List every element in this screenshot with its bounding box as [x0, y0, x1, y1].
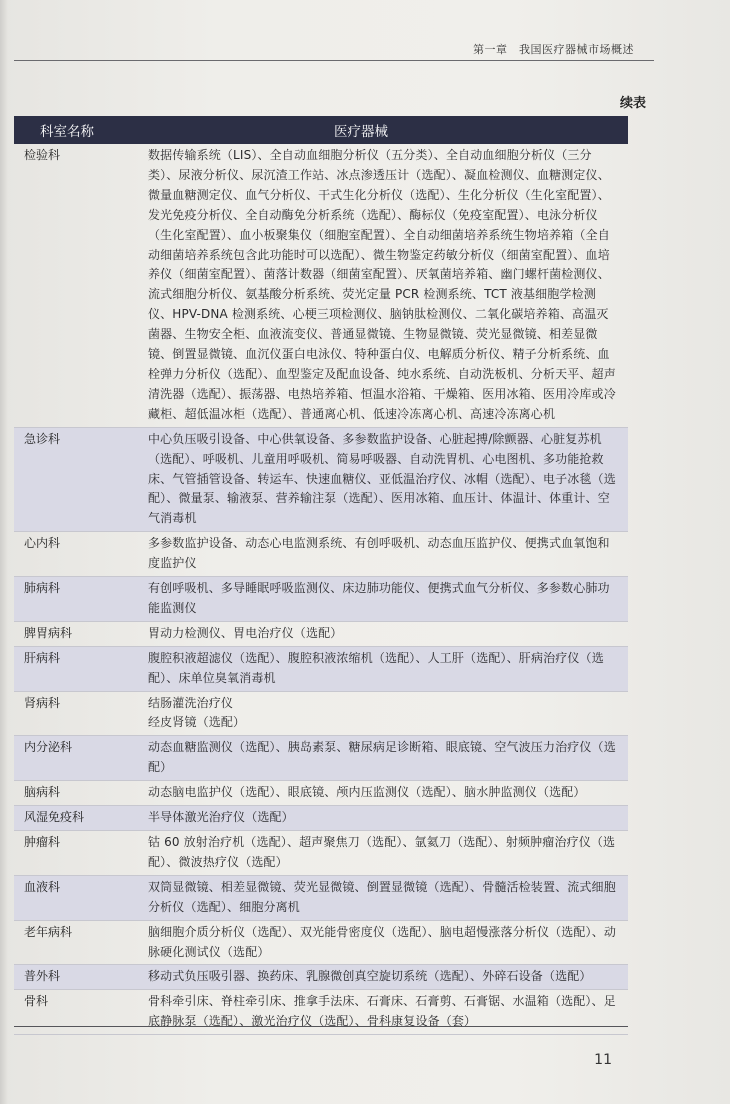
department-cell: 肿瘤科 [24, 835, 61, 849]
department-cell: 脑病科 [24, 785, 61, 800]
department-cell: 检验科 [24, 148, 61, 162]
department-cell: 脾胃病科 [24, 625, 73, 640]
department-cell: 风湿免疫科 [24, 810, 85, 825]
table-row [14, 876, 628, 921]
department-cell: 肾病科 [24, 695, 61, 710]
footer-rule [14, 1026, 628, 1027]
table-header [14, 116, 628, 144]
equipment-cell: 钴 60 放射治疗机（选配）、超声聚焦刀（选配）、氩氦刀（选配）、射频肿瘤治疗仪（选配）、微波热疗仪（选配） [148, 835, 616, 869]
table-row [14, 692, 628, 737]
department-cell: 肝病科 [24, 650, 61, 665]
equipment-cell: 双筒显微镜、相差显微镜、荧光显微镜、倒置显微镜（选配）、骨髓活检装置、流式细胞分析仪（选配）、细胞分离机 [148, 879, 616, 914]
equipment-cell: 结肠灌洗治疗仪 经皮肾镜（选配） [148, 695, 246, 730]
equipment-cell: 腹腔积液超滤仪（选配）、腹腔积液浓缩机（选配）、人工肝（选配）、肝病治疗仪（选配）、床单位臭氧消毒机 [148, 650, 604, 685]
gutter-shadow [0, 0, 8, 1104]
header-rule [14, 60, 654, 61]
table-row [14, 965, 628, 990]
equipment-table [14, 116, 628, 1035]
table-row [14, 921, 628, 966]
equipment-cell: 有创呼吸机、多导睡眠呼吸监测仪、床边肺功能仪、便携式血气分析仪、多参数心肺功能监测仪 [148, 581, 610, 615]
table-row [14, 428, 628, 533]
table-row [14, 736, 628, 781]
equipment-cell: 中心负压吸引设备、中心供氧设备、多参数监护设备、心脏起搏/除颤器、心脏复苏机（选配）、呼吸机、儿童用呼吸机、简易呼吸器、自动洗胃机、心电图机、多功能抢救床、气管插管设备、转运车、快速血糖仪、亚低温治疗仪、冰帽（选配）、电子冰毯（选配）、微量泵、输液泵、营养输注泵（选配）、医用冰箱、血压计、体温计、体重计、空气消毒机 [148, 431, 616, 526]
table-row [14, 532, 628, 577]
table-row [14, 144, 628, 428]
table-row [14, 577, 628, 622]
equipment-cell: 动态脑电监护仪（选配）、眼底镜、颅内压监测仪（选配）、脑水肿监测仪（选配） [148, 785, 586, 800]
continued-label: 续表 [619, 96, 646, 111]
department-cell: 心内科 [24, 536, 61, 551]
department-cell: 肺病科 [24, 581, 61, 596]
department-cell: 老年病科 [24, 924, 73, 939]
equipment-cell: 移动式负压吸引器、换药床、乳腺微创真空旋切系统（选配）、外碎石设备（选配） [148, 969, 592, 984]
running-head: 第一章 我国医疗器械市场概述 [473, 43, 634, 56]
equipment-cell: 胃动力检测仪、胃电治疗仪（选配） [148, 625, 343, 640]
department-cell: 内分泌科 [24, 740, 73, 755]
equipment-cell: 脑细胞介质分析仪（选配）、双光能骨密度仪（选配）、脑电超慢涨落分析仪（选配）、动脉硬化测试仪（选配） [148, 924, 617, 959]
table-body [14, 144, 628, 1035]
table-row [14, 647, 628, 692]
equipment-cell: 动态血糖监测仪（选配）、胰岛素泵、糖尿病足诊断箱、眼底镜、空气波压力治疗仪（选配） [148, 740, 616, 775]
table-row [14, 622, 628, 647]
department-cell: 血液科 [24, 879, 61, 894]
table-row [14, 806, 628, 831]
department-cell: 急诊科 [24, 431, 61, 446]
table-row [14, 781, 628, 806]
equipment-cell: 数据传输系统（LIS）、全自动血细胞分析仪（五分类）、全自动血细胞分析仪（三分类）、尿液分析仪、尿沉渣工作站、冰点渗透压计（选配）、凝血检测仪、血糖测定仪、微量血糖测定仪、血气分析仪、干式生化分析仪（选配）、生化分析仪（生化室配置）、发光免疫分析仪、全自动酶免分析系统（选配）、酶标仪（免疫室配置）、电泳分析仪（生化室配置）、血小板聚集仪（细胞室配置）、全自动细菌培养系统生物培养箱（全自动细菌培养系统包含此功能时可以选配）、微生物鉴定药敏分析仪（细菌室配置）、血培养仪（细菌室配置）、菌落计数器（细菌室配置）、厌氧菌培养箱、幽门螺杆菌检测仪、流式细胞分析仪、氨基酸分析系统、荧光定量 PCR 检测系统、TCT 液基细胞学检测仪、HPV-DNA 检测系统、心梗三项检测仪、脑钠肽检测仪、二氧化碳培养箱、高温灭菌器、生物安全柜、血液流变仪、普通显微镜、生物显微镜、荧光显微镜、相差显微镜、倒置显微镜、血沉仪蛋白电泳仪、特种蛋白仪、电解质分析仪、精子分析系统、血栓弹力分析仪（选配）、血型鉴定及配血设备、纯水系统、自动洗板机、分析天平、超声清洗器（选配）、振荡器、电热培养箱、恒温水浴箱、干燥箱、医用冰箱、医用冷库或冷藏柜、超低温冰柜（选配）、普通离心机、低速冷冻离心机、高速冷冻离心机 [148, 148, 616, 421]
column-header-department: 科室名称 [40, 124, 94, 140]
equipment-cell: 骨科牵引床、脊柱牵引床、推拿手法床、石膏床、石膏剪、石膏锯、水温箱（选配）、足底静脉泵（选配）、激光治疗仪（选配）、骨科康复设备（套） [148, 994, 616, 1029]
table-row [14, 831, 628, 876]
equipment-cell: 多参数监护设备、动态心电监测系统、有创呼吸机、动态血压监护仪、便携式血氧饱和度监护仪 [148, 536, 610, 571]
department-cell: 骨科 [24, 994, 49, 1009]
table-row [14, 990, 628, 1035]
equipment-cell: 半导体激光治疗仪（选配） [148, 810, 294, 825]
page-number: 11 [594, 1052, 612, 1068]
column-header-equipment: 医疗器械 [334, 124, 388, 140]
department-cell: 普外科 [24, 969, 61, 984]
